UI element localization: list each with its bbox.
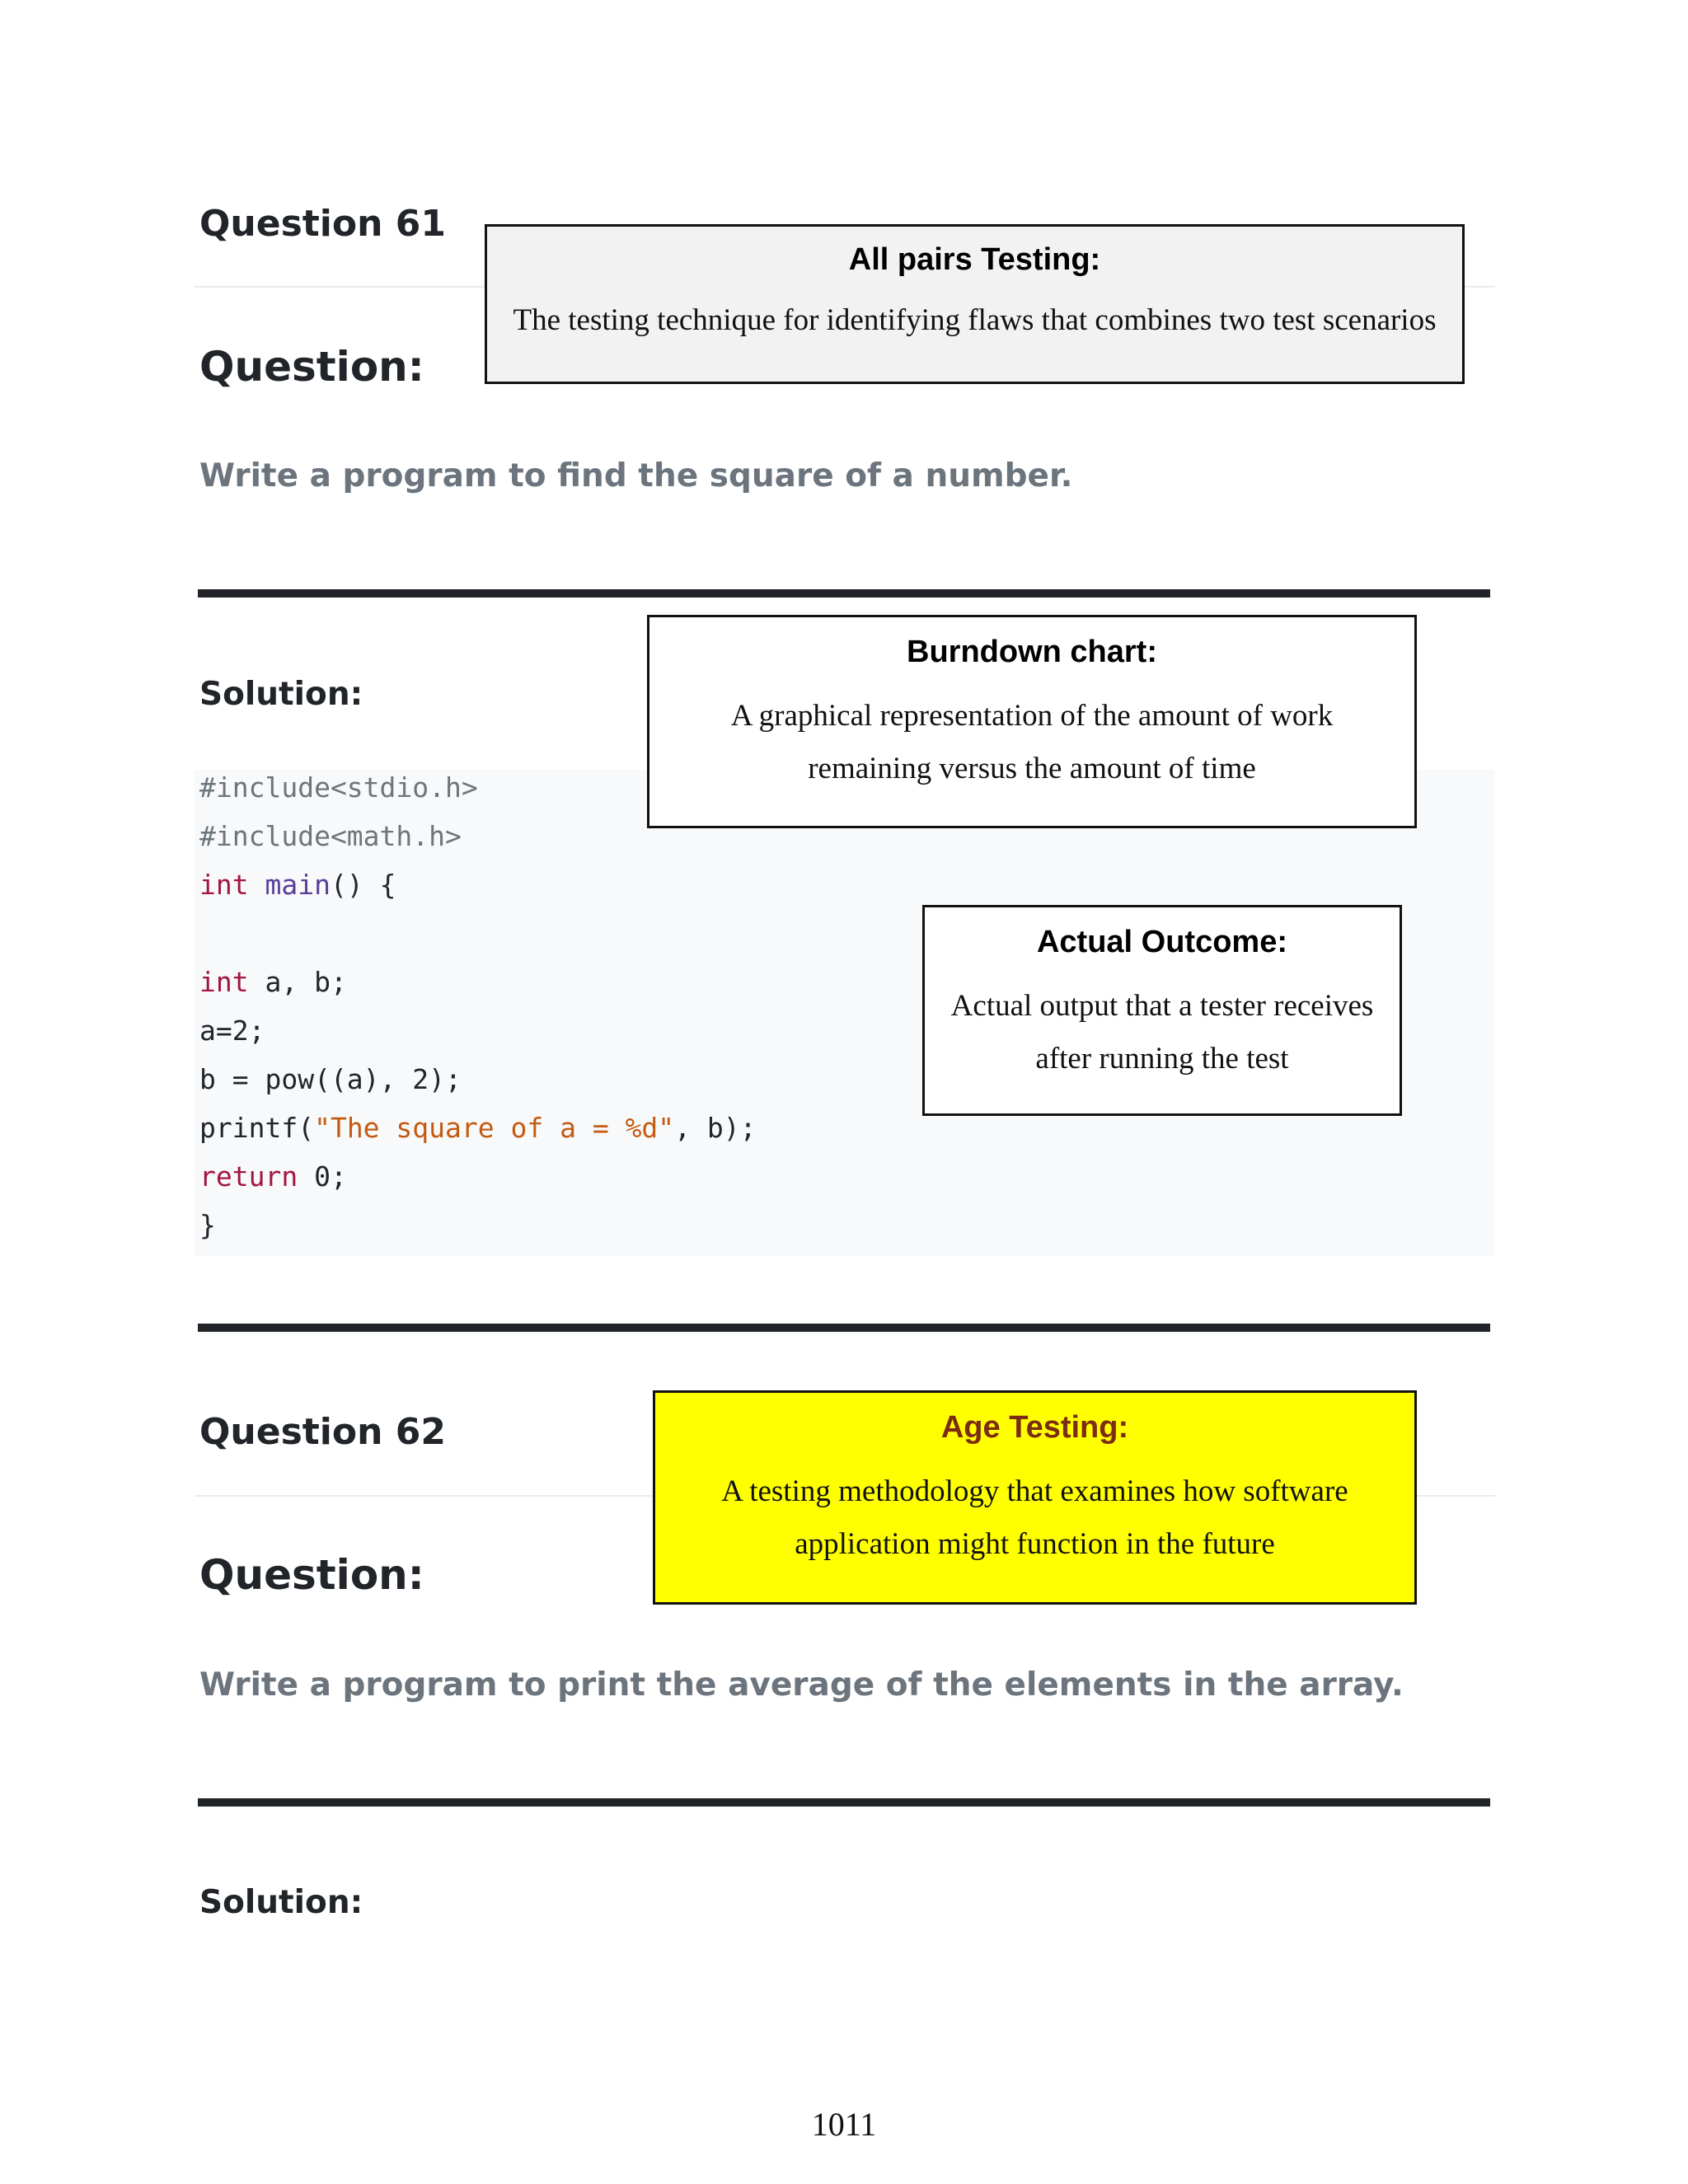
code-line: return 0; xyxy=(199,1160,347,1193)
callout-title: Age Testing: xyxy=(940,1410,1129,1445)
code-line: } xyxy=(199,1209,216,1241)
question-62-solution-label: Solution: xyxy=(199,1884,363,1921)
section-rule xyxy=(198,1324,1490,1332)
callout-body xyxy=(925,980,1400,1085)
question-61-label: Question: xyxy=(199,343,424,391)
callout-body: The testing technique for identifying flaws that combines two test scenarios xyxy=(513,302,1437,337)
callout-body-line: after running the test xyxy=(1035,1041,1289,1076)
question-62-text: Write a program to print the average of the elements in the array. xyxy=(199,1666,1404,1704)
code-line: #include<stdio.h> xyxy=(199,771,478,804)
actual-outcome-callout xyxy=(922,905,1402,1116)
page-number: 1011 xyxy=(811,2106,877,2143)
callout-body-line: remaining versus the amount of time xyxy=(808,751,1256,785)
code-line: b = pow((a), 2); xyxy=(199,1063,462,1095)
burndown-chart-callout xyxy=(647,615,1417,828)
code-line: a=2; xyxy=(199,1015,265,1047)
section-rule xyxy=(198,589,1490,598)
callout-title: Burndown chart: xyxy=(907,635,1157,669)
age-testing-callout xyxy=(653,1390,1417,1605)
code-line: #include<math.h> xyxy=(199,820,462,852)
question-61-heading: Question 61 xyxy=(199,203,446,245)
all-pairs-testing-callout xyxy=(485,224,1465,384)
callout-body-line: application might function in the future xyxy=(795,1526,1275,1561)
question-62-label: Question: xyxy=(199,1551,424,1599)
callout-body-line: A graphical representation of the amount of work xyxy=(730,698,1334,733)
code-line: int main() { xyxy=(199,869,396,901)
question-62-heading: Question 62 xyxy=(199,1411,446,1453)
callout-title: Actual Outcome: xyxy=(1036,925,1288,959)
callout-title: All pairs Testing: xyxy=(848,242,1101,277)
callout-body xyxy=(649,690,1414,795)
callout-body-line: Actual output that a tester receives xyxy=(950,988,1374,1023)
question-61-solution-label: Solution: xyxy=(199,676,363,713)
section-rule xyxy=(198,1798,1490,1807)
code-line: printf("The square of a = %d", b); xyxy=(199,1112,757,1144)
callout-body xyxy=(655,1465,1414,1571)
callout-body-line: A testing methodology that examines how software xyxy=(721,1474,1348,1508)
code-line: int a, b; xyxy=(199,966,347,998)
question-61-text: Write a program to find the square of a number. xyxy=(199,457,1073,494)
